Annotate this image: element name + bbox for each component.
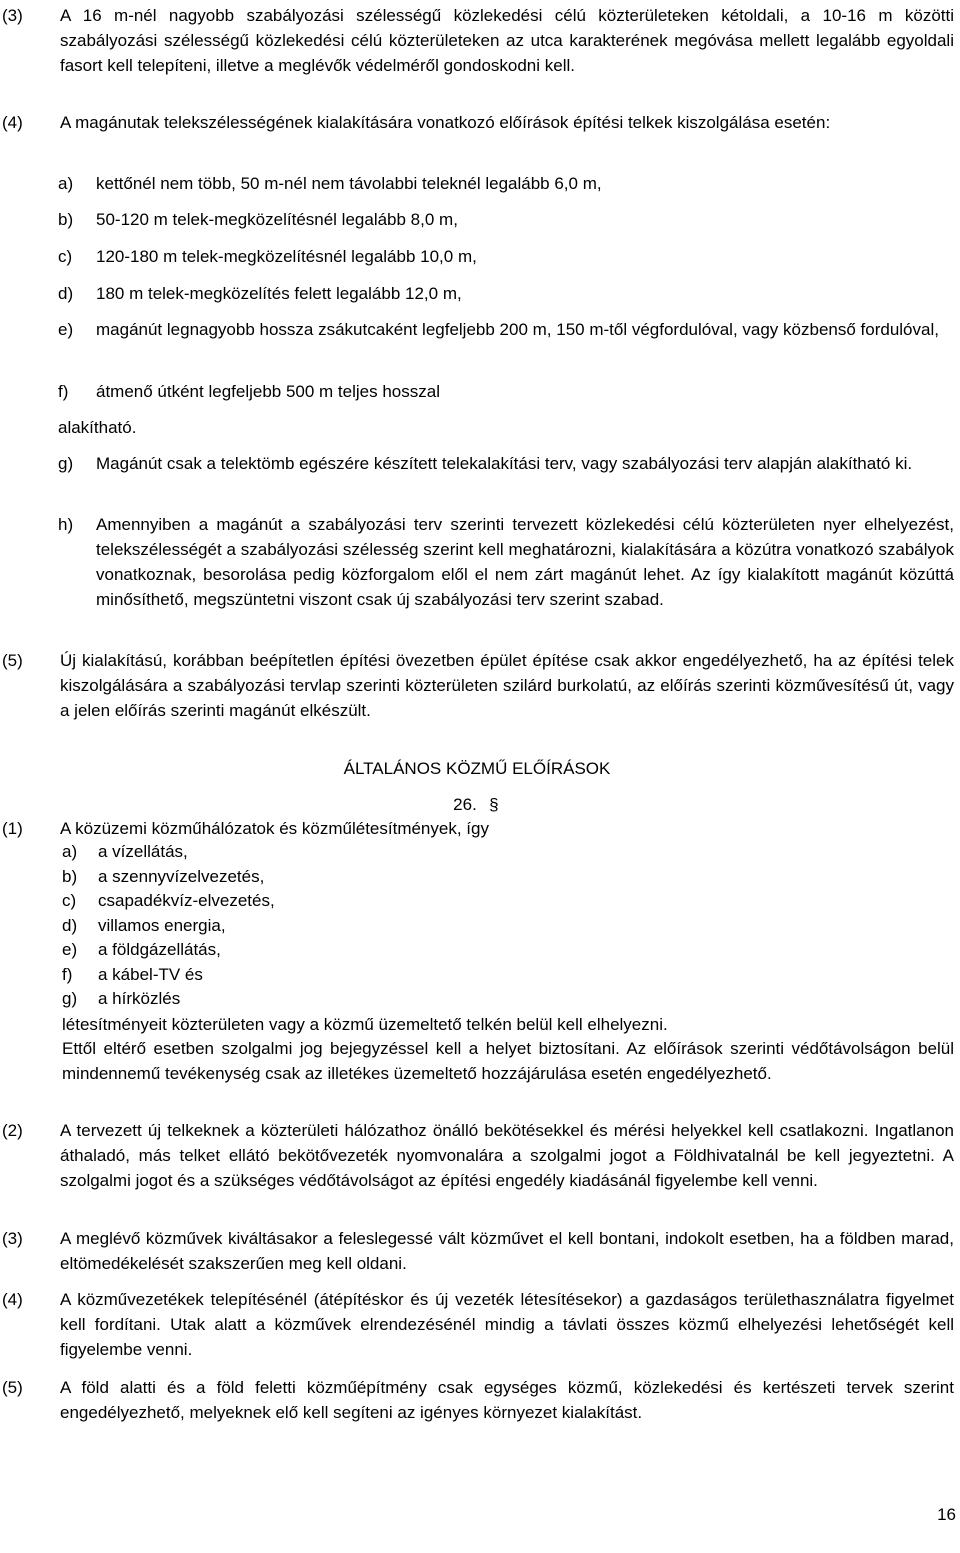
list-item-letter: a) — [58, 174, 74, 193]
list-item — [62, 865, 264, 890]
list-item — [58, 451, 954, 476]
list-item — [58, 512, 954, 612]
list-item-text: a hírközlés — [98, 989, 181, 1008]
list-item-letter: f) — [62, 964, 73, 984]
list-item-text: 120-180 m telek-megközelítésnél legalább 10,0 m, — [96, 247, 477, 266]
page-number: 16 — [937, 1505, 956, 1524]
list-item-letter: b) — [62, 866, 78, 886]
paragraph-text: A közművezetékek telepítésénél (átépítéskor és új vezeték létesítésekor) a gazdaságos területhasználatra figyelmet kell fordítani. Utak alatt a közművek elrendezésénél mindig a távlati összes közmű elhelyezési lehetőségét kell figyelembe venni. — [60, 1290, 954, 1359]
paragraph-text: A meglévő közművek kiváltásakor a feleslegessé vált közművet el kell bontani, indokolt esetben, ha a földben marad, eltömedékelését szakszerűen meg kell oldani. — [60, 1229, 954, 1273]
paragraph-text: Ettől eltérő esetben szolgalmi jog bejegyzéssel kell a helyet biztosítani. Az előírások szerinti védőtávolságon belül mindennemű tevékenység csak az illetékes üzemeltető hozzájárulása esetén engedélyezhető. — [62, 1039, 954, 1083]
paragraph-text: A tervezett új telkeknek a közterületi hálózathoz önálló bekötésekkel és mérési helyekkel kell csatlakozni. Ingatlanon áthaladó, más telket ellátó bekötővezeték nyomvonalára a szolgalmi jogot a Földhivatalnál be kell jegyeztetni. A szolgalmi jogot és a szükséges védőtávolságot az építési engedély kiadásánál figyelembe kell venni. — [60, 1121, 954, 1190]
list-item — [58, 171, 954, 196]
paragraph-number: (4) — [2, 1290, 23, 1309]
list-item-letter: d) — [58, 284, 74, 303]
list-item-letter: h) — [58, 515, 74, 534]
paragraph-4 — [0, 110, 954, 135]
list-item-letter: g) — [58, 454, 74, 473]
list-item — [62, 889, 275, 914]
list-item-text: csapadékvíz-elvezetés, — [98, 891, 275, 910]
list-item-letter: g) — [62, 989, 78, 1008]
closing-text: alakítható. — [58, 418, 137, 437]
paragraph-text: A közüzemi közműhálózatok és közműlétesítmények, így — [60, 819, 489, 838]
paragraph-text: A 16 m-nél nagyobb szabályozási szélességű közlekedési célú közterületeken kétoldali, a 10-16 m közötti szabályozási szélességű közlekedési célú közterületeken az utca karakterének megóvása mellett legalább egyoldali fasort kell telepíteni, illetve a meglévők védelméről gondoskodni kell. — [60, 6, 954, 75]
list-item-text: Amennyiben a magánút a szabályozási terv szerinti tervezett közlekedési célú közterületen nyer elhelyezést, telekszélességét a szabályozási szélesség szerint kell meghatározni, kialakítására a közútra vonatkozó szabályok vonatkoznak, besorolása pedig közforgalom elől el nem zárt magánút lehet. Az így kialakított magánút közúttá minősíthető, megszüntetni viszont csak új szabályozási terv szerint szabad. — [96, 515, 954, 609]
list-item — [62, 987, 180, 1012]
list-item — [62, 938, 221, 963]
section-paragraph-4 — [0, 1287, 954, 1362]
list-item-letter: c) — [58, 247, 73, 266]
paragraph-3 — [0, 3, 954, 78]
list-item — [58, 317, 954, 342]
paragraph-5 — [0, 648, 954, 723]
list-item-letter: e) — [62, 940, 78, 959]
list-item-text: Magánút csak a telektömb egészére készített telekalakítási terv, vagy szabályozási terv alapján alakítható ki. — [96, 454, 913, 473]
list-item-text: átmenő útként legfeljebb 500 m teljes hosszal — [96, 382, 440, 401]
list-item — [58, 207, 954, 232]
list-item-letter: b) — [58, 210, 74, 229]
section-number-text: 26. — [453, 795, 477, 814]
section-paragraph-2 — [0, 1118, 954, 1193]
list-item-text: 50-120 m telek-megközelítésnél legalább 8,0 m, — [96, 210, 458, 229]
list-item — [62, 914, 226, 939]
list-item — [58, 379, 954, 404]
list-item-text: a kábel-TV és — [98, 964, 203, 984]
paragraph-number: (5) — [2, 1378, 23, 1397]
paragraph-number: (2) — [2, 1121, 23, 1140]
list-item-letter: e) — [58, 320, 74, 339]
list-item-text: a földgázellátás, — [98, 940, 221, 959]
paragraph-text: A föld alatti és a föld feletti közműépítmény csak egységes közmű, közlekedési és kertészeti tervek szerint engedélyezhető, melyeknek elő kell segíteni az igényes környezet kialakítást. — [60, 1378, 954, 1422]
section-heading: ÁLTALÁNOS KÖZMŰ ELŐÍRÁSOK — [343, 759, 611, 778]
section-paragraph-5 — [0, 1375, 954, 1425]
section-paragraph-3 — [0, 1226, 954, 1276]
list-item-letter: f) — [58, 382, 69, 401]
paragraph-number: (4) — [2, 113, 23, 132]
section-sign: § — [489, 795, 499, 814]
paragraph-number: (3) — [2, 6, 23, 25]
list-item — [62, 840, 188, 865]
paragraph-text: A magánutak telekszélességének kialakítására vonatkozó előírások építési telkek kiszolgálása esetén: — [60, 113, 831, 132]
list-item-text: villamos energia, — [98, 915, 226, 935]
list-item-letter: d) — [62, 915, 78, 935]
list-item — [58, 244, 954, 269]
list-item-text: magánút legnagyobb hossza zsákutcaként legfeljebb 200 m, 150 m-től végfordulóval, vagy közbenső fordulóval, — [96, 320, 939, 339]
paragraph-number: (3) — [2, 1229, 23, 1248]
paragraph-number: (1) — [2, 819, 23, 838]
list-item-letter: c) — [62, 891, 77, 910]
list-item-text: 180 m telek-megközelítés felett legalább 12,0 m, — [96, 284, 462, 303]
list-item — [62, 963, 203, 988]
section-number — [0, 792, 954, 817]
list-item — [58, 281, 954, 306]
list-item-text: a vízellátás, — [98, 842, 188, 861]
list-item-text: a szennyvízelvezetés, — [98, 866, 265, 886]
paragraph-number: (5) — [2, 651, 23, 670]
paragraph-text: létesítményeit közterületen vagy a közmű üzemeltető telkén belül kell elhelyezni. — [62, 1015, 668, 1034]
section-paragraph-1 — [0, 816, 954, 841]
list-item-text: kettőnél nem több, 50 m-nél nem távolabbi teleknél legalább 6,0 m, — [96, 174, 602, 193]
paragraph-text: Új kialakítású, korábban beépítetlen építési övezetben épület építése csak akkor engedélyezhető, ha az építési telek kiszolgálására a szabályozási tervlap szerinti közterületen szilárd burkolatú, az előírás szerinti közművesítésű út, vagy a jelen előírás szerinti magánút elkészült. — [60, 651, 954, 720]
list-item-letter: a) — [62, 842, 78, 861]
